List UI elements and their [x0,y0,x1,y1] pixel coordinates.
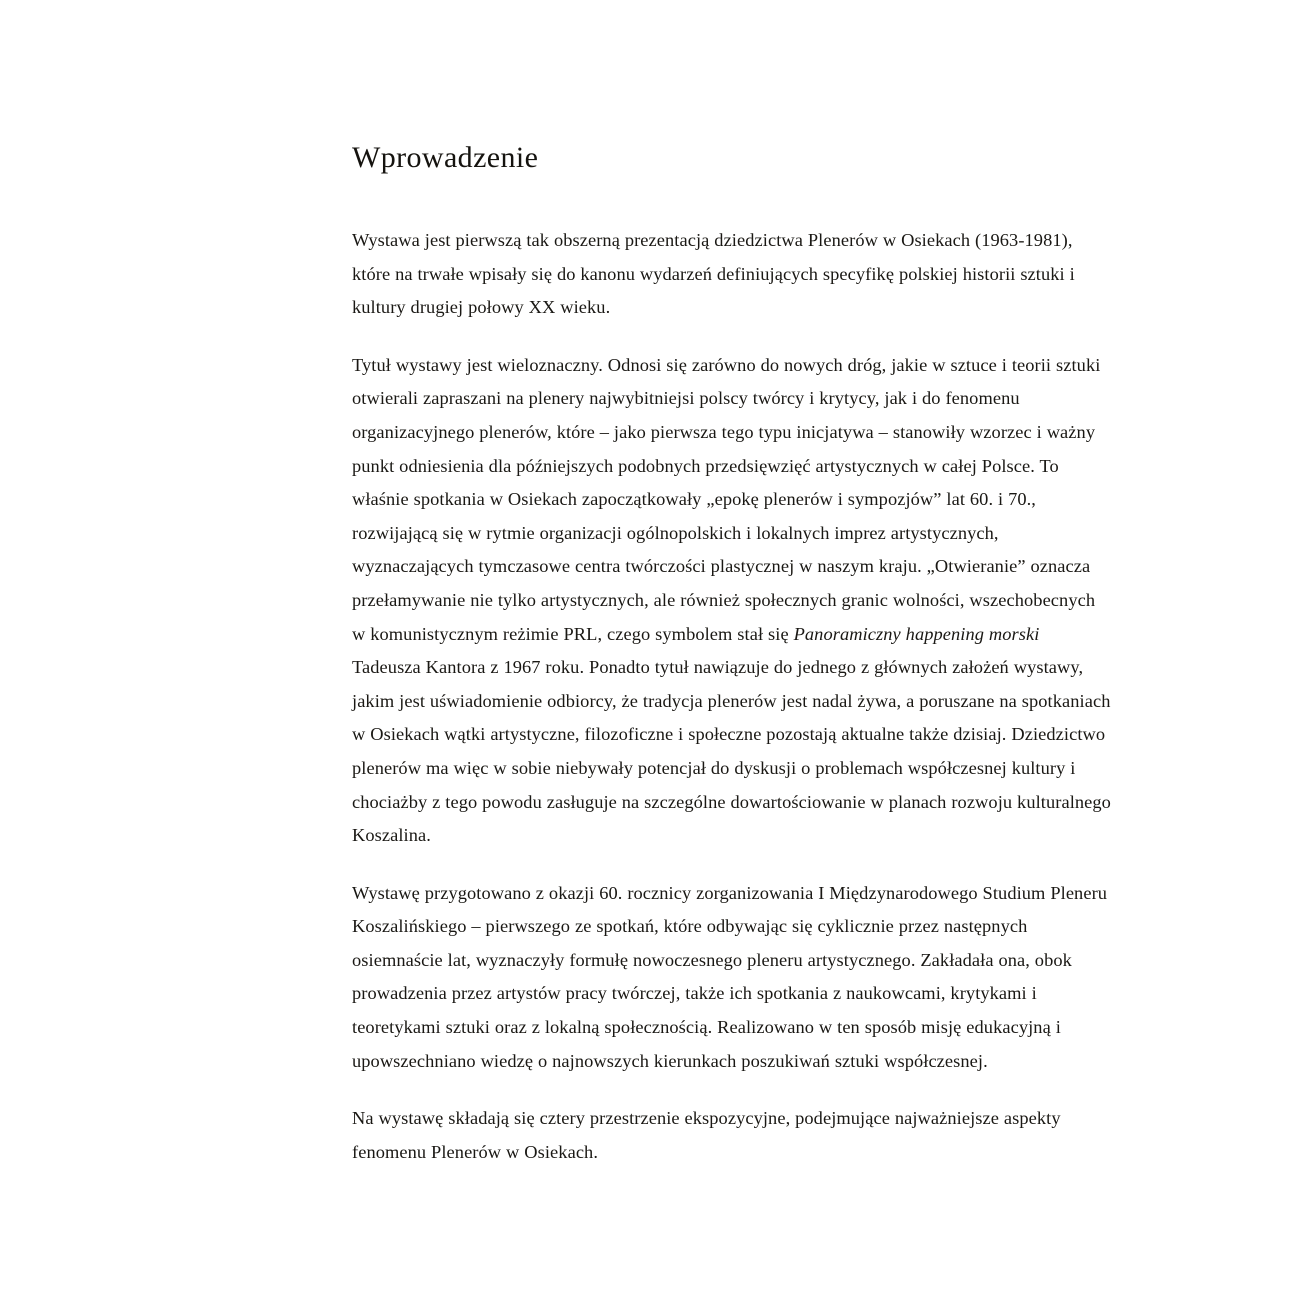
work-title-panoramiczny-happening-morski: Panoramiczny happening morski [793,623,1040,644]
paragraph-3: Wystawę przygotowano z okazji 60. rocznicy zorganizowania I Międzynarodowego Studium Pleneru Koszalińskiego – pierwszego ze spotkań, które odbywając się cyklicznie przez następnych osiemnaście lat, wyznaczyły formułę nowoczesnego pleneru artystycznego. Zakładała ona, obok prowadzenia przez artystów pracy twórczej, także ich spotkania z naukowcami, krytykami i teoretykami sztuki oraz z lokalną społecznością. Realizowano w ten sposób misję edukacyjną i upowszechniano wiedzę o najnowszych kierunkach poszukiwań sztuki współczesnej. [352,882,1108,1071]
paragraph-4: Na wystawę składają się cztery przestrzenie ekspozycyjne, podejmujące najważniejsze aspekty fenomenu Plenerów w Osiekach. [352,1108,1061,1162]
paragraph-2-tail: Tadeusza Kantora z 1967 roku. Ponadto tytuł nawiązuje do jednego z głównych założeń wystawy, jakim jest uświadomienie odbiorcy, że tradycja plenerów jest nadal żywa, a poruszane na spotkaniach w Osiekach wątki artystyczne, filozoficzne i społeczne pozostają aktualne także dzisiaj. Dziedzictwo plenerów ma więc w sobie niebywały potencjał do dyskusji o problemach współczesnej kultury i chociażby z tego powodu zasługuje na szczególne dowartościowanie w planach rozwoju kulturalnego Koszalina. [352,657,1111,846]
paragraph-1: Wystawa jest pierwszą tak obszerną prezentacją dziedzictwa Plenerów w Osiekach (1963-1981), które na trwałe wpisały się do kanonu wydarzeń definiujących specyfikę polskiej historii sztuki i kultury drugiej połowy XX wieku. [352,230,1075,318]
paragraph-2-lead: Tytuł wystawy jest wieloznaczny. Odnosi się zarówno do nowych dróg, jakie w sztuce i teorii sztuki otwierali zapraszani na plenery najwybitniejsi polscy twórcy i krytycy, jak i do fenomenu organizacyjnego plenerów, które – jako pierwsza tego typu inicjatywa – stanowiły wzorzec i ważny punkt odniesienia dla późniejszych podobnych przedsięwzięć artystycznych w całej Polsce. To właśnie spotkania w Osiekach zapoczątkowały „epokę plenerów i sympozjów” lat 60. i 70., rozwijającą się w rytmie organizacji ogólnopolskich i lokalnych imprez artystycznych, wyznaczających tymczasowe centra twórczości plastycznej w naszym kraju. „Otwieranie” oznacza przełamywanie nie tylko artystycznych, ale również społecznych granic wolności, wszechobecnych w komunistycznym reżimie PRL, czego symbolem stał się [352,354,1101,644]
page-title: Wprowadzenie [352,141,539,174]
paragraph-2 [352,349,1112,853]
document-body [352,140,1112,1169]
